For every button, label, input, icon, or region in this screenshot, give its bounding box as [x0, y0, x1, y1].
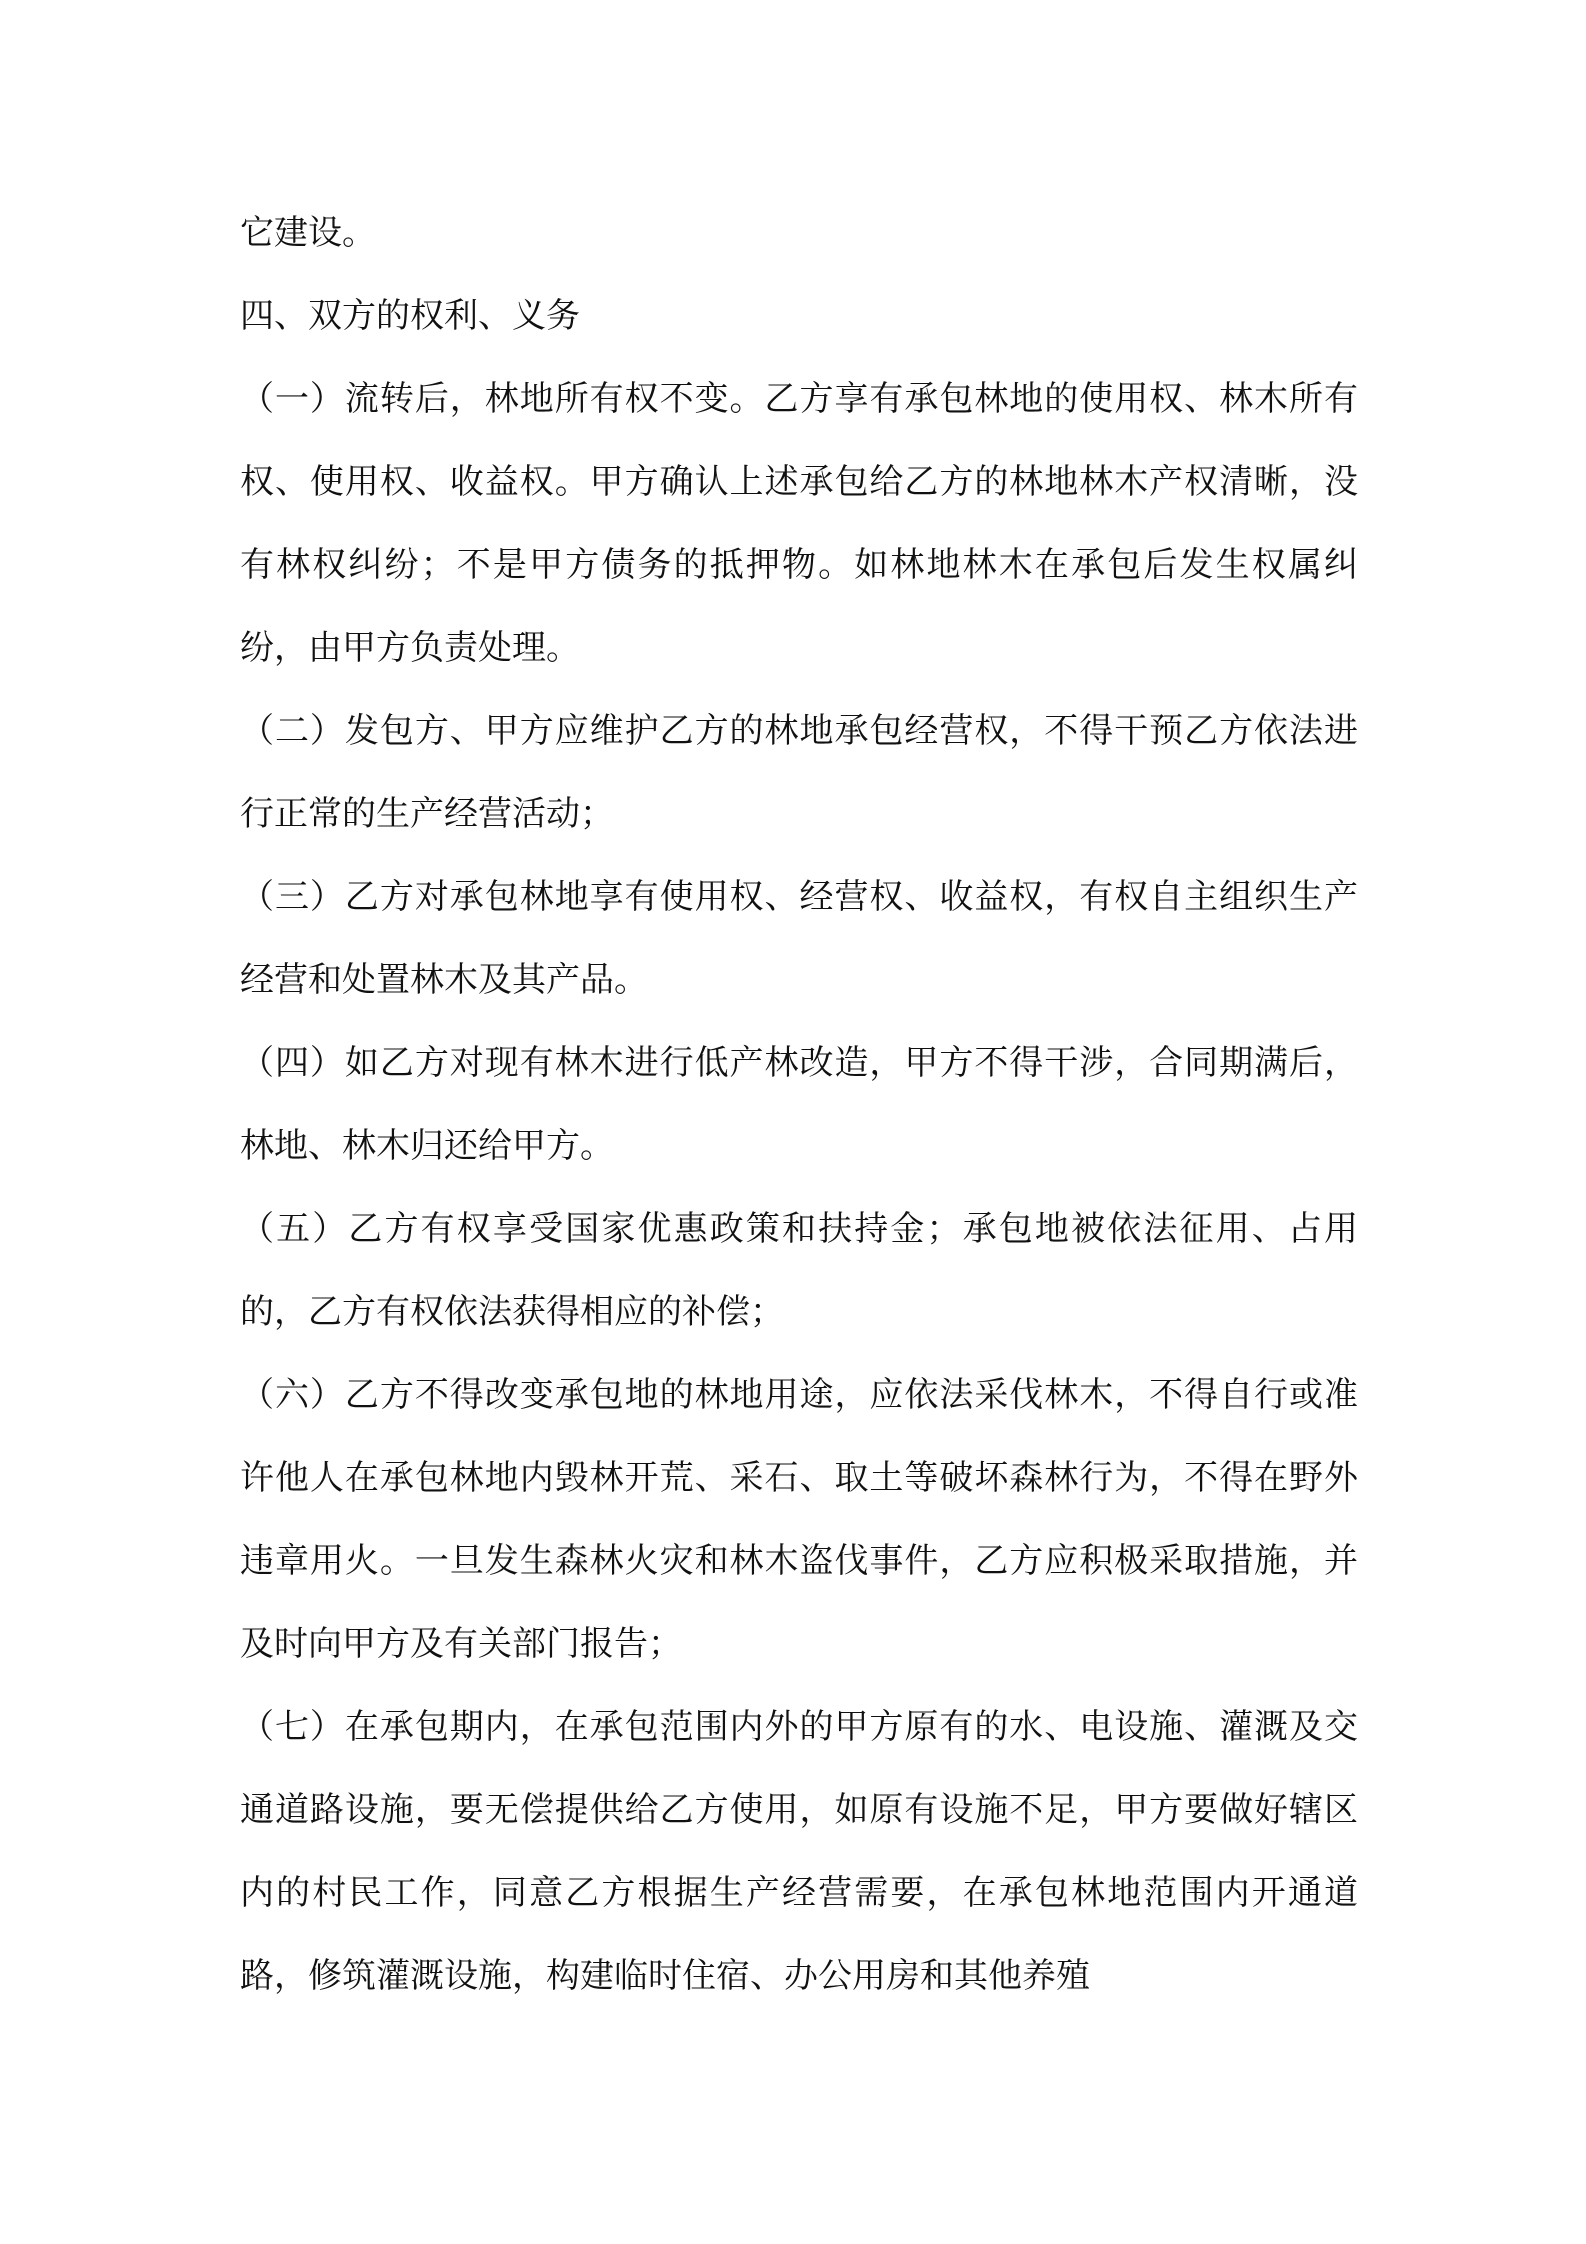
- paragraph-continuation: 它建设。: [240, 213, 376, 253]
- clause-5: （五）乙方有权享受国家优惠政策和扶持金；承包地被依法征用、占用的，乙方有权依法获得相应的补偿；: [240, 1209, 1358, 1332]
- document-body: [240, 192, 1358, 2018]
- clause-2: （二）发包方、甲方应维护乙方的林地承包经营权，不得干预乙方依法进行正常的生产经营活动；: [240, 711, 1358, 834]
- clause-6: （六）乙方不得改变承包地的林地用途，应依法采伐林木，不得自行或准许他人在承包林地内毁林开荒、采石、取土等破坏森林行为，不得在野外违章用火。一旦发生森林火灾和林木盗伐事件，乙方应积极采取措施，并及时向甲方及有关部门报告；: [240, 1375, 1358, 1664]
- clause-4: （四）如乙方对现有林木进行低产林改造，甲方不得干涉，合同期满后，林地、林木归还给甲方。: [240, 1043, 1358, 1166]
- clause-3: （三）乙方对承包林地享有使用权、经营权、收益权，有权自主组织生产经营和处置林木及其产品。: [240, 877, 1358, 1000]
- section-heading-rights-obligations: 四、双方的权利、义务: [240, 296, 580, 336]
- clause-7: （七）在承包期内，在承包范围内外的甲方原有的水、电设施、灌溉及交通道路设施，要无偿提供给乙方使用，如原有设施不足，甲方要做好辖区内的村民工作，同意乙方根据生产经营需要，在承包林地范围内开通道路，修筑灌溉设施，构建临时住宿、办公用房和其他养殖: [240, 1707, 1358, 1996]
- clause-1: （一）流转后，林地所有权不变。乙方享有承包林地的使用权、林木所有权、使用权、收益权。甲方确认上述承包给乙方的林地林木产权清晰，没有林权纠纷；不是甲方债务的抵押物。如林地林木在承包后发生权属纠纷，由甲方负责处理。: [240, 379, 1358, 668]
